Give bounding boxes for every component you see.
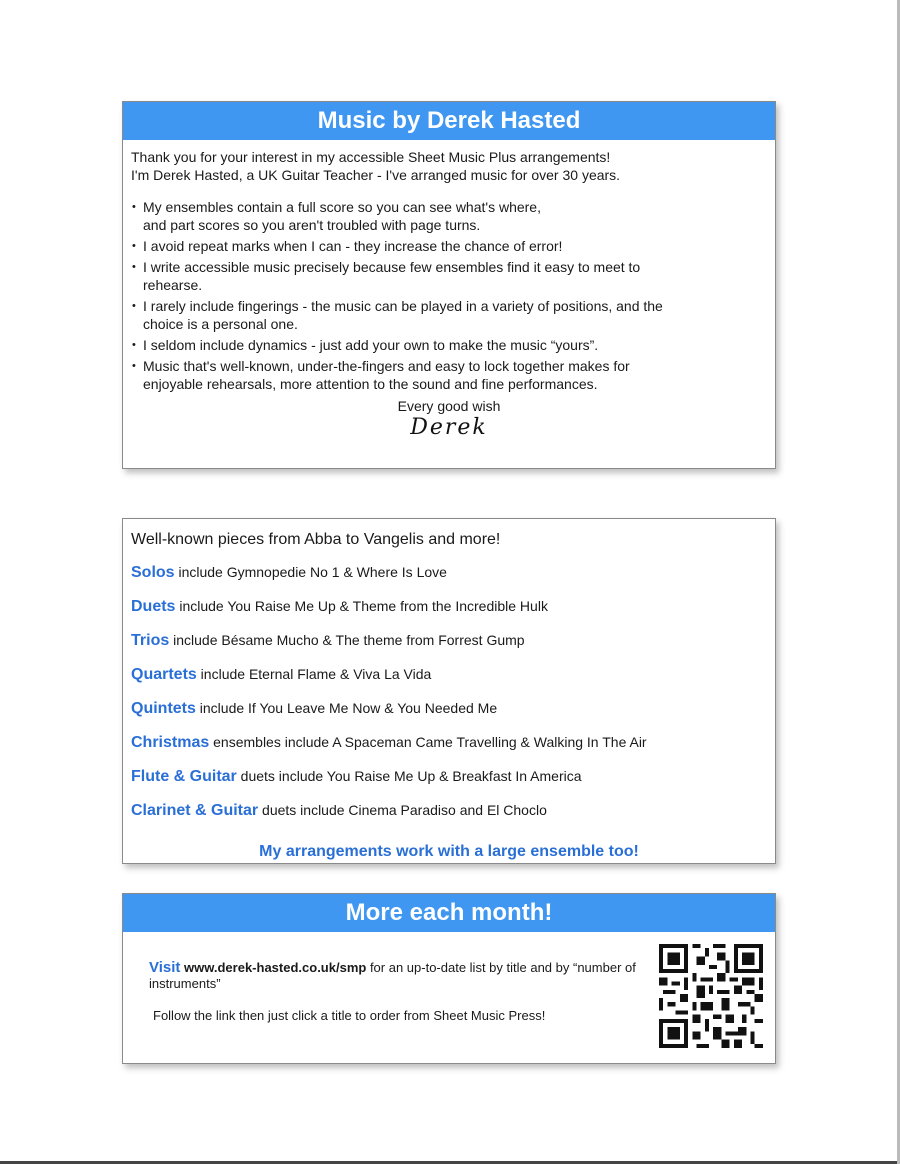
intro-card-body: [123, 140, 775, 440]
monthly-card-title: More each month!: [123, 894, 775, 932]
visit-rest: for an up-to-date list by title and by “number of instruments”: [149, 960, 636, 991]
category-text: duets include You Raise Me Up & Breakfast In America: [236, 768, 582, 784]
category-row-christmas: [131, 732, 767, 753]
follow-line: Follow the link then just click a title to order from Sheet Music Press!: [153, 1008, 546, 1023]
category-name[interactable]: Trios: [131, 632, 170, 649]
category-row-solos: [131, 562, 767, 583]
signature: Derek: [410, 415, 488, 440]
monthly-card-body: [123, 932, 775, 1065]
category-text: include Eternal Flame & Viva La Vida: [196, 666, 432, 682]
monthly-card: [122, 893, 776, 1064]
category-row-flute-guitar: [131, 766, 767, 787]
category-row-quintets: [131, 698, 767, 719]
visit-line: [149, 960, 639, 992]
bullet-list: [131, 198, 767, 393]
ensemble-footer: My arrangements work with a large ensemble too!: [259, 843, 639, 860]
category-text: include If You Leave Me Now & You Needed Me: [195, 700, 498, 716]
catalogue-headline: Well-known pieces from Abba to Vangelis and more!: [131, 531, 501, 548]
site-link[interactable]: www.derek-hasted.co.uk/smp: [184, 960, 367, 975]
category-row-trios: [131, 630, 767, 651]
category-name[interactable]: Duets: [131, 598, 176, 615]
intro-card: [122, 101, 776, 469]
category-name[interactable]: Christmas: [131, 734, 210, 751]
bullet-item: • Music that's well-known, under-the-fingers and easy to lock together makes for enjoyable rehearsals, more attention to the sound and fine performances.: [131, 357, 767, 393]
category-name[interactable]: Solos: [131, 564, 175, 581]
category-text: include You Raise Me Up & Theme from the Incredible Hulk: [175, 598, 548, 614]
intro-paragraph: [131, 148, 767, 184]
intro-line: Thank you for your interest in my accessible Sheet Music Plus arrangements!: [131, 149, 611, 165]
qr-code-icon[interactable]: [659, 944, 763, 1048]
bullet-item: • My ensembles contain a full score so you can see what's where, and part scores so you aren't troubled with page turns.: [131, 198, 767, 234]
bullet-item: • I write accessible music precisely because few ensembles find it easy to meet to rehearse.: [131, 258, 767, 294]
bullet-item: • I rarely include fingerings - the music can be played in a variety of positions, and the choice is a personal one.: [131, 297, 767, 333]
bullet-item: • I avoid repeat marks when I can - they increase the chance of error!: [131, 237, 767, 255]
category-name[interactable]: Clarinet & Guitar: [131, 802, 259, 819]
intro-card-title: Music by Derek Hasted: [123, 102, 775, 140]
category-text: ensembles include A Spaceman Came Travelling & Walking In The Air: [209, 734, 647, 750]
category-text: duets include Cinema Paradiso and El Choclo: [258, 802, 547, 818]
catalogue-card: [122, 518, 776, 864]
category-text: include Gymnopedie No 1 & Where Is Love: [174, 564, 447, 580]
category-row-clarinet-guitar: [131, 800, 767, 821]
category-row-quartets: [131, 664, 767, 685]
bullet-item: • I seldom include dynamics - just add your own to make the music “yours”.: [131, 336, 767, 354]
intro-line: I'm Derek Hasted, a UK Guitar Teacher - I've arranged music for over 30 years.: [131, 167, 621, 183]
category-name[interactable]: Quartets: [131, 666, 197, 683]
category-name[interactable]: Quintets: [131, 700, 196, 717]
category-name[interactable]: Flute & Guitar: [131, 768, 237, 785]
visit-word: Visit: [149, 959, 181, 976]
category-row-duets: [131, 596, 767, 617]
category-text: include Bésame Mucho & The theme from Forrest Gump: [169, 632, 525, 648]
sign-off: Every good wish: [397, 398, 501, 414]
